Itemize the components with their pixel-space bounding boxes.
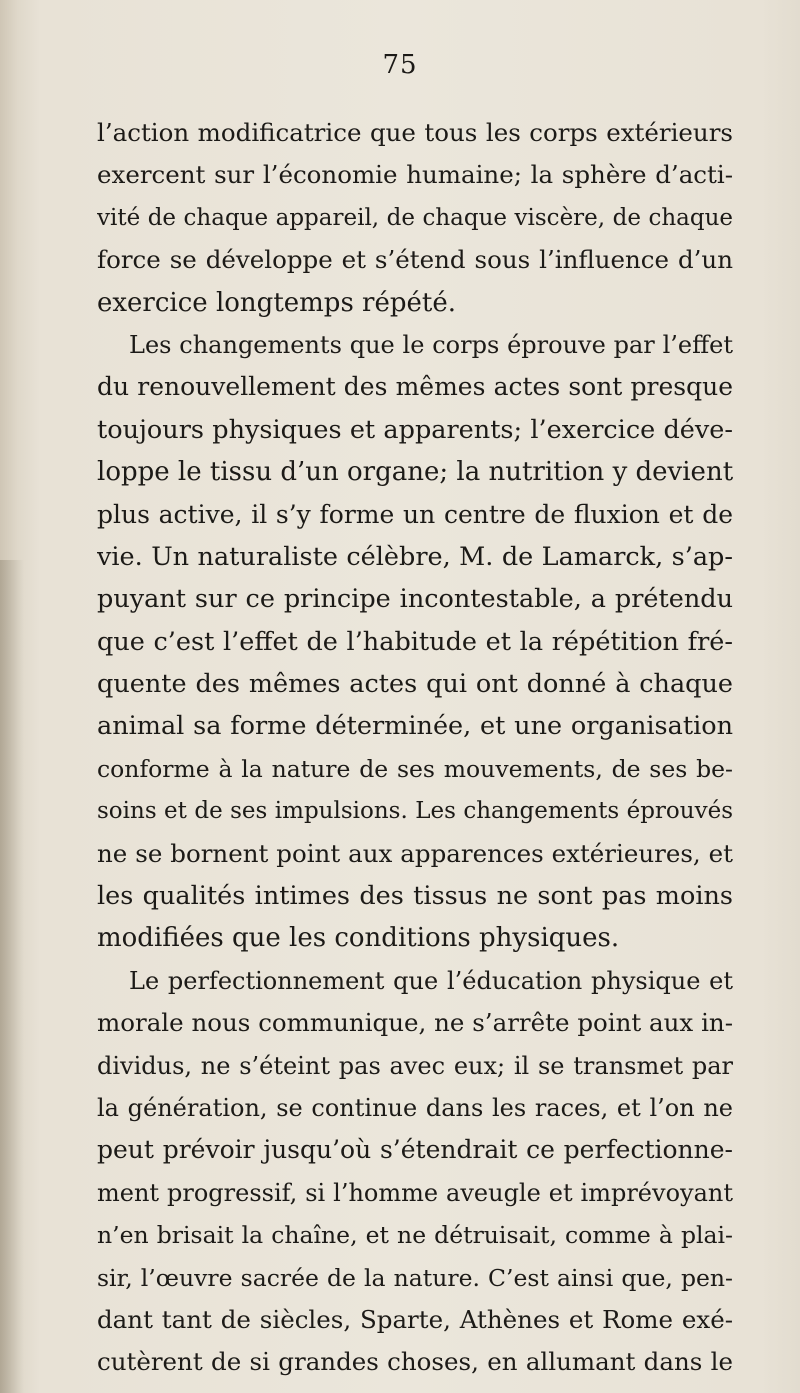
text-line: morale nous communique, ne s’arrête point aux in- bbox=[97, 1008, 733, 1038]
text-line: cutèrent de si grandes choses, en allumant dans le bbox=[97, 1347, 733, 1377]
text-line: la génération, se continue dans les races, et l’on ne bbox=[97, 1093, 733, 1122]
text-line: plus active, il s’y forme un centre de fluxion et de bbox=[97, 499, 733, 529]
text-line: soins et de ses impulsions. Les changements éprouvés bbox=[97, 798, 733, 825]
text-line: force se développe et s’étend sous l’influence d’un bbox=[97, 245, 733, 275]
text-line: loppe le tissu d’un organe; la nutrition y devient bbox=[97, 457, 733, 488]
text-line: animal sa forme déterminée, et une organisation bbox=[97, 711, 733, 742]
binding-shadow bbox=[0, 560, 24, 1393]
text-line: les qualités intimes des tissus ne sont pas moins bbox=[97, 881, 733, 912]
text-line: n’en brisait la chaîne, et ne détruisait, comme à plai- bbox=[97, 1221, 733, 1250]
text-line: modifiées que les conditions physiques. bbox=[97, 923, 620, 954]
text-line: vité de chaque appareil, de chaque viscère, de chaque bbox=[97, 204, 733, 231]
text-line: puyant sur ce principe incontestable, a prétendu bbox=[97, 584, 733, 615]
text-line: l’action modificatrice que tous les corps extérieurs bbox=[97, 118, 733, 147]
text-line: ne se bornent point aux apparences extérieures, et bbox=[97, 838, 733, 868]
page-number: 75 bbox=[382, 50, 418, 80]
text-line: conforme à la nature de ses mouvements, de ses be- bbox=[97, 754, 733, 783]
text-line: Les changements que le corps éprouve par l’effet bbox=[129, 330, 733, 359]
text-line: du renouvellement des mêmes actes sont presque bbox=[97, 372, 733, 402]
text-line: dividus, ne s’éteint pas avec eux; il se transmet par bbox=[97, 1051, 733, 1080]
text-line: vie. Un naturaliste célèbre, M. de Lamarck, s’ap- bbox=[97, 541, 733, 572]
text-line: exercice longtemps répété. bbox=[97, 287, 456, 318]
text-line: exercent sur l’économie humaine; la sphère d’acti- bbox=[97, 160, 733, 190]
text-line: que c’est l’effet de l’habitude et la répétition fré- bbox=[97, 626, 733, 657]
text-line: sir, l’œuvre sacrée de la nature. C’est ainsi que, pen- bbox=[97, 1263, 733, 1292]
text-line: quente des mêmes actes qui ont donné à chaque bbox=[97, 669, 733, 700]
text-line: peut prévoir jusqu’où s’étendrait ce perfectionne- bbox=[97, 1135, 733, 1165]
text-line: ment progressif, si l’homme aveugle et imprévoyant bbox=[97, 1178, 733, 1207]
text-line: dant tant de siècles, Sparte, Athènes et Rome exé- bbox=[97, 1304, 733, 1334]
text-line: toujours physiques et apparents; l’exercice déve- bbox=[97, 414, 733, 445]
body-text bbox=[97, 112, 733, 1384]
text-line: Le perfectionnement que l’éducation physique et bbox=[129, 966, 733, 995]
